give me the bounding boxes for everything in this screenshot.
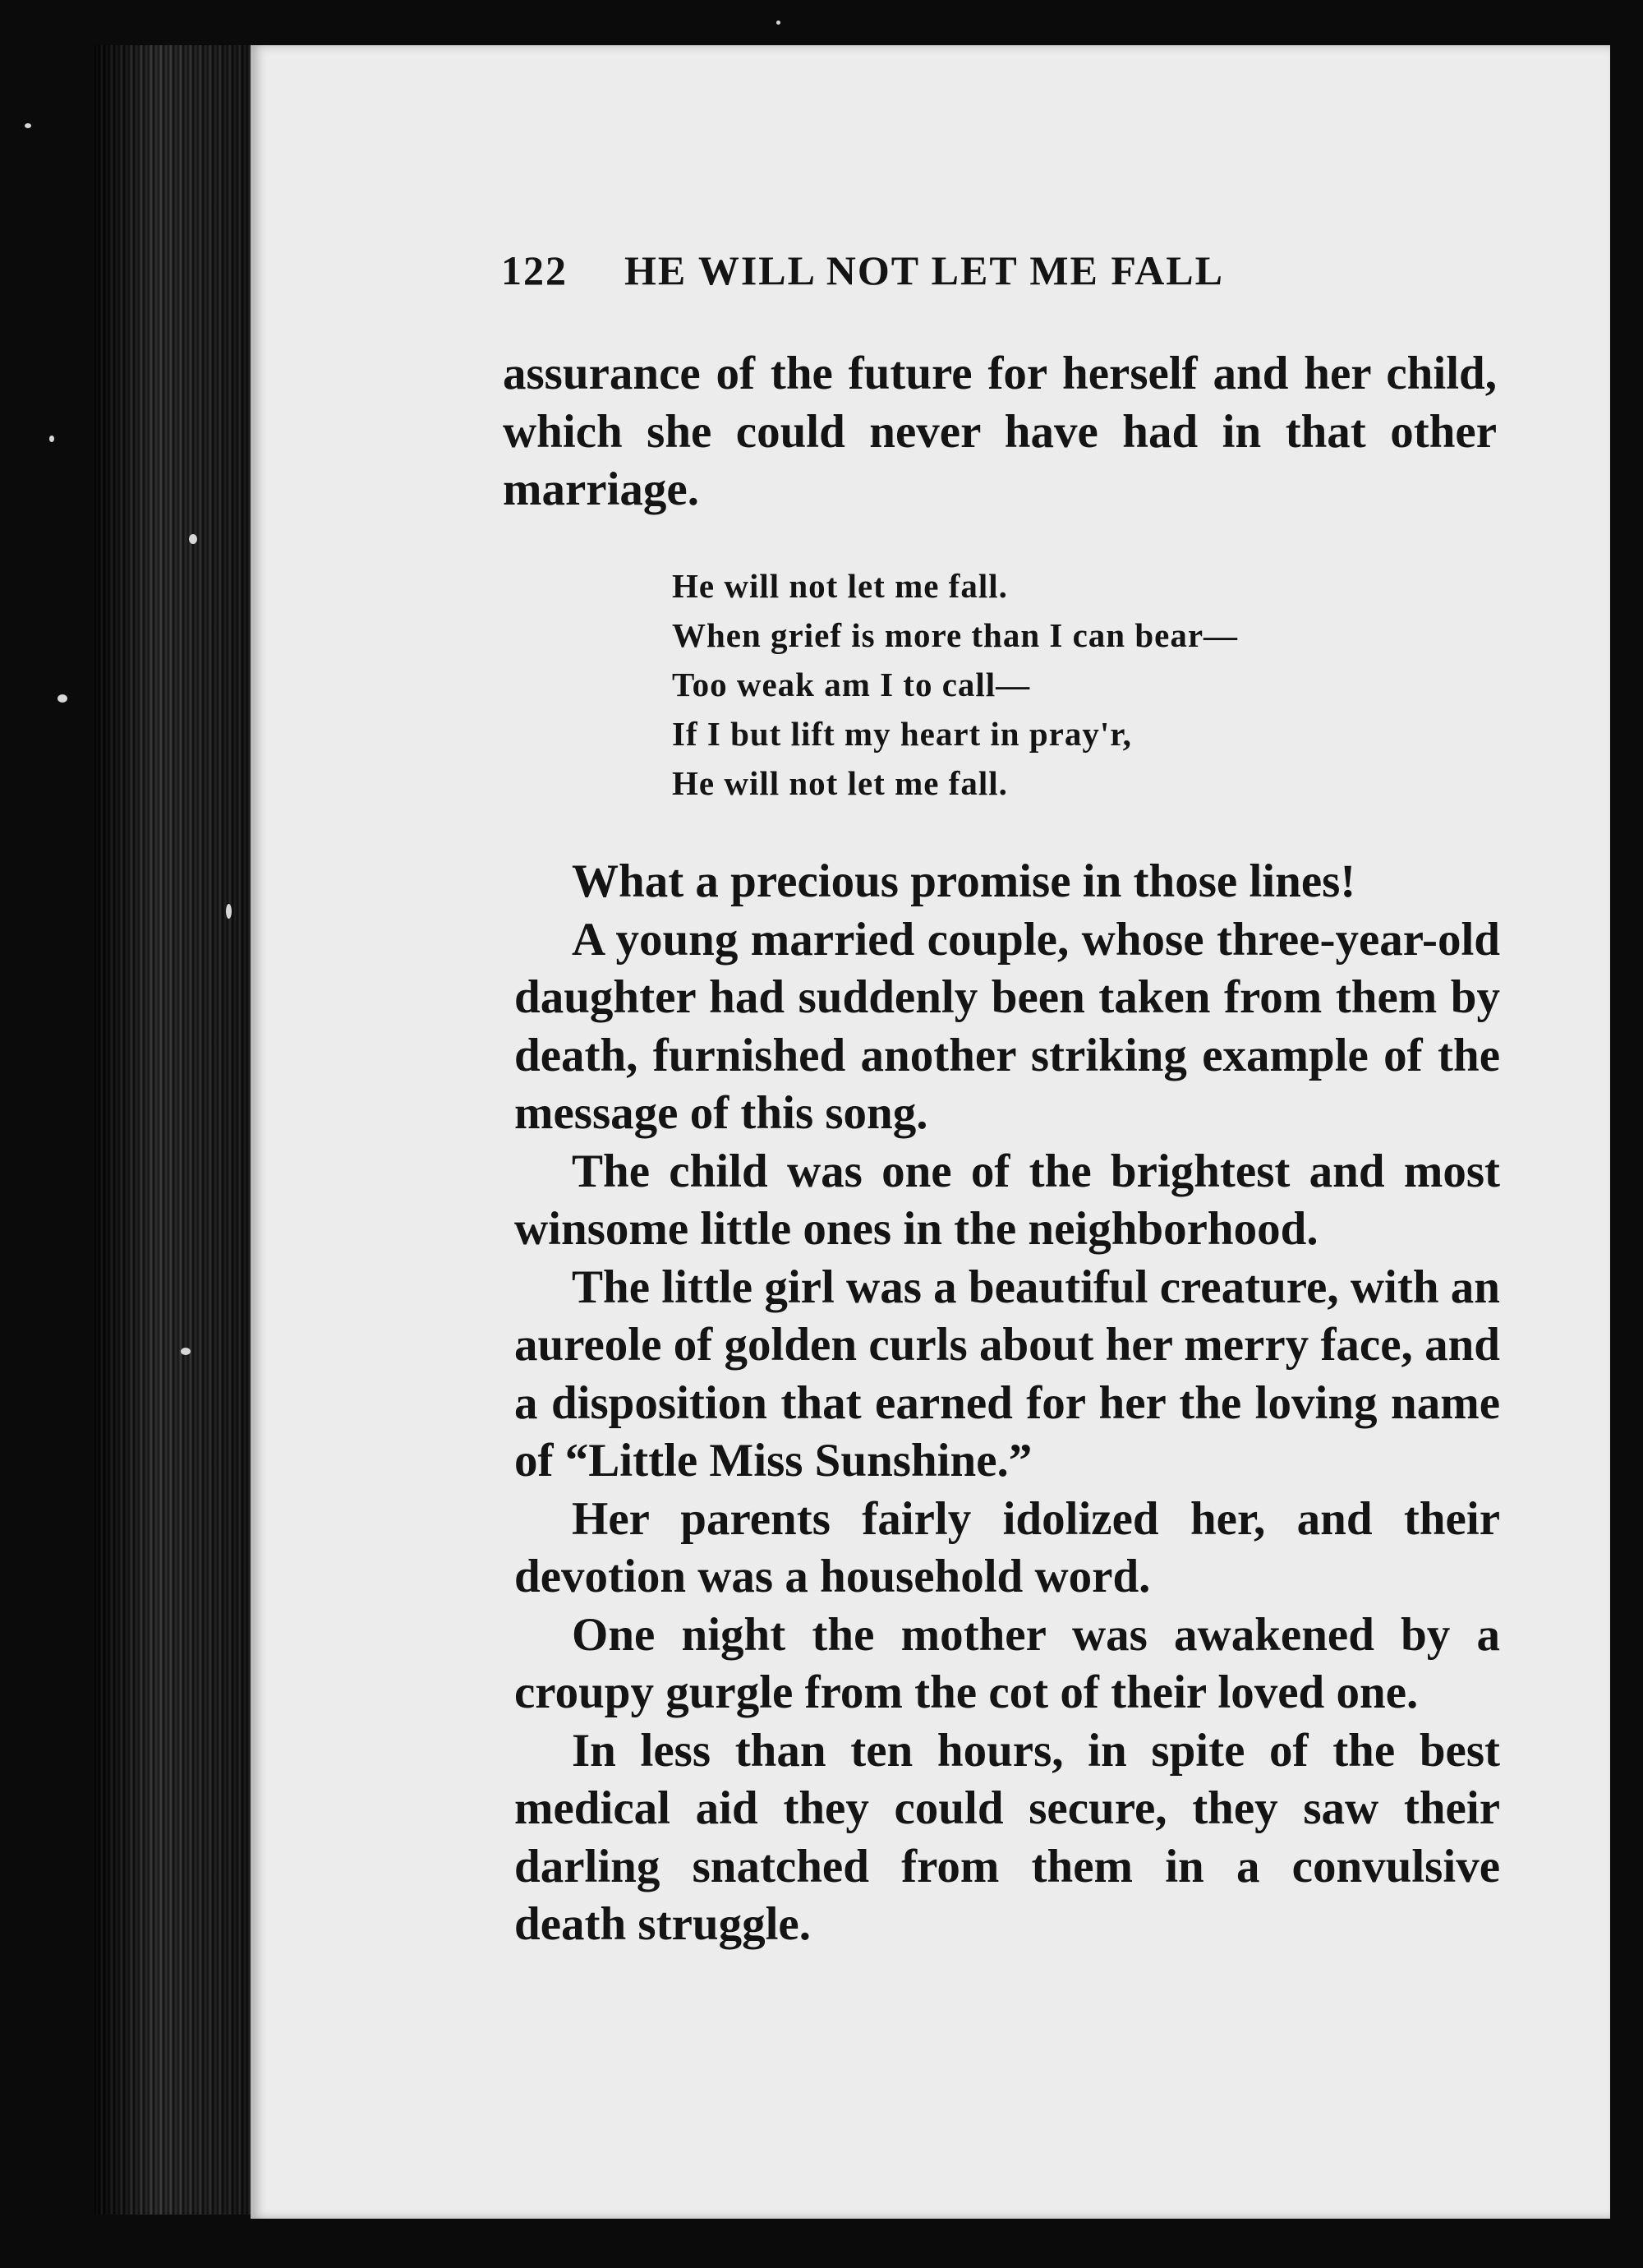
running-head	[501, 247, 1339, 294]
verse-line: He will not let me fall.	[672, 764, 1008, 802]
paragraph: One night the mother was awakened by a croupy gurgle from the cot of their loved one.	[514, 1608, 1500, 1718]
book-page-edges	[94, 45, 251, 2215]
verse-line: He will not let me fall.	[672, 567, 1008, 605]
body-text	[514, 853, 1500, 1954]
page-number: 122	[501, 247, 568, 293]
paragraph: The little girl was a beautiful creature, with an aureole of golden curls about her merry face, and a disposition that earned for her the loving name of “Little Miss Sunshine.”	[514, 1261, 1500, 1487]
paragraph: Her parents fairly idolized her, and their devotion was a household word.	[514, 1492, 1500, 1602]
paragraph: A young married couple, whose three-year-old daughter had suddenly been taken from them by death, furnished another striking example of the message of this song.	[514, 913, 1500, 1139]
paragraph: What a precious promise in those lines!	[572, 855, 1356, 907]
running-title: HE WILL NOT LET ME FALL	[624, 247, 1225, 293]
verse-stanza	[672, 561, 1238, 808]
verse-line: Too weak am I to call—	[672, 666, 1031, 703]
verse-line: If I but lift my heart in pray'r,	[672, 715, 1132, 753]
paragraph: In less than ten hours, in spite of the best medical aid they could secure, they saw their darling snatched from them in a convulsive death struggle.	[514, 1724, 1500, 1950]
continuation-paragraph: assurance of the future for herself and her child, which she could never have had in that other marriage.	[503, 348, 1497, 515]
paragraph: The child was one of the brightest and most winsome little ones in the neighborhood.	[514, 1145, 1500, 1255]
verse-line: When grief is more than I can bear—	[672, 616, 1239, 654]
